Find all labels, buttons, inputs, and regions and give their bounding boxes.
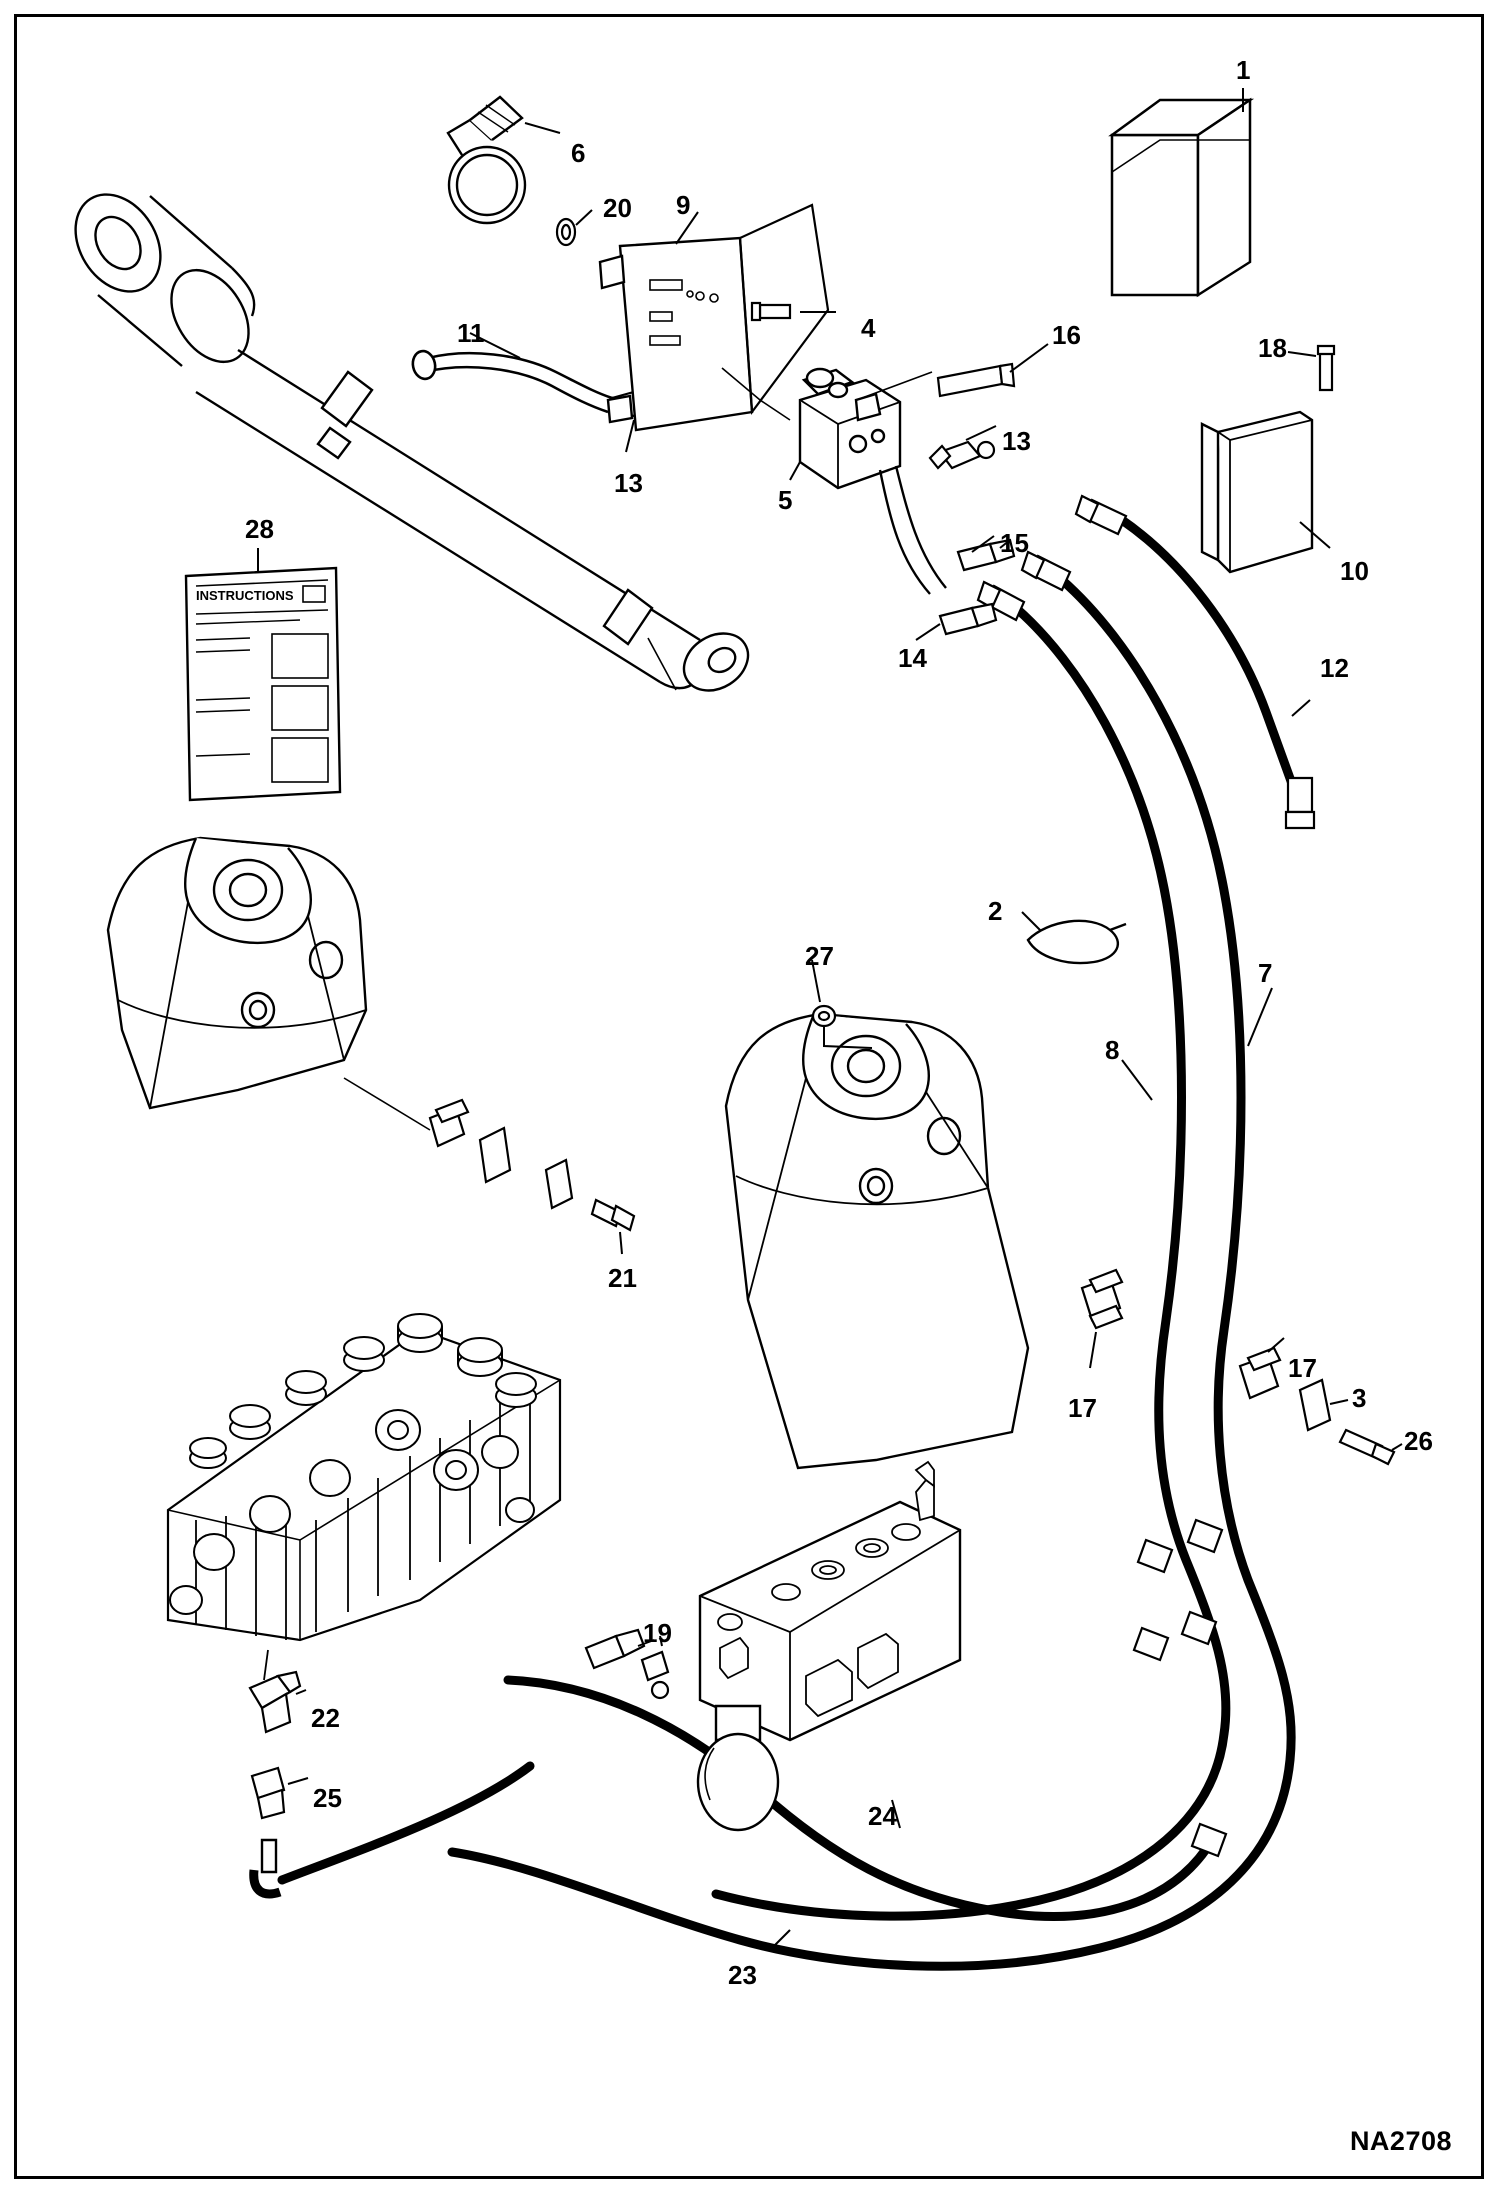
callout-8: 8	[1105, 1035, 1120, 1065]
callout-14: 14	[898, 643, 927, 673]
part-21-hardware-left	[430, 1100, 634, 1230]
hose-23-end	[254, 1840, 280, 1894]
part-16-bolt	[938, 364, 1014, 396]
part-4-screw	[752, 303, 790, 320]
part-26-bolt	[1340, 1430, 1394, 1464]
callout-2: 2	[988, 896, 1003, 926]
callout-19: 19	[643, 1618, 672, 1648]
part-9-mount-plate	[600, 238, 752, 430]
part-10-bracket	[1202, 412, 1312, 572]
callout-13-right: 13	[1002, 426, 1031, 456]
part-5-valve-block	[800, 369, 900, 488]
callout-23: 23	[728, 1960, 757, 1990]
part-18-bolt	[1318, 346, 1334, 390]
callout-3: 3	[1352, 1383, 1367, 1413]
hose-24-fittings	[1192, 1824, 1226, 1856]
part-20-washer	[557, 219, 575, 245]
part-1-box	[1112, 100, 1250, 295]
callout-13-left: 13	[614, 468, 643, 498]
part-27-nut	[813, 1006, 835, 1026]
callout-1: 1	[1236, 55, 1251, 85]
callout-24: 24	[868, 1801, 897, 1831]
callout-6: 6	[571, 138, 586, 168]
mount-plate-right	[726, 1014, 1028, 1468]
callout-18: 18	[1258, 333, 1287, 363]
diagram-part-code: NA2708	[1349, 2126, 1452, 2156]
callout-17-right: 17	[1288, 1353, 1317, 1383]
part-11-tube	[410, 349, 638, 414]
lower-manifold-block	[700, 1462, 960, 1740]
callout-16: 16	[1052, 320, 1081, 350]
callout-22: 22	[311, 1703, 340, 1733]
part-22-fitting	[250, 1672, 300, 1732]
part-17-clamp-left	[1082, 1270, 1122, 1328]
part-2-cable-tie	[1028, 921, 1126, 963]
tube-run	[880, 466, 946, 594]
callout-12: 12	[1320, 653, 1349, 683]
callout-25: 25	[313, 1783, 342, 1813]
callout-17-left: 17	[1068, 1393, 1097, 1423]
callout-4: 4	[861, 313, 876, 343]
part-14-fitting	[940, 604, 996, 634]
callout-20: 20	[603, 193, 632, 223]
callout-7: 7	[1258, 958, 1273, 988]
part-17-clamp-right	[1240, 1348, 1280, 1398]
instruction-sheet-title: INSTRUCTIONS	[196, 588, 294, 603]
callout-26: 26	[1404, 1426, 1433, 1456]
part-13-fitting-right	[930, 442, 994, 468]
callout-5: 5	[778, 485, 793, 515]
part-6-clamp	[448, 97, 525, 223]
callout-21: 21	[608, 1263, 637, 1293]
hose-12	[1122, 520, 1300, 806]
callout-15: 15	[1000, 528, 1029, 558]
callout-27: 27	[805, 941, 834, 971]
callout-28: 28	[245, 514, 274, 544]
callout-9: 9	[676, 190, 691, 220]
part-3-retainer	[1300, 1380, 1330, 1430]
mount-plate-left	[108, 838, 366, 1108]
part-25-fitting	[252, 1768, 284, 1818]
control-valve-stack	[168, 1314, 560, 1640]
callout-10: 10	[1340, 556, 1369, 586]
callout-11: 11	[457, 318, 485, 348]
